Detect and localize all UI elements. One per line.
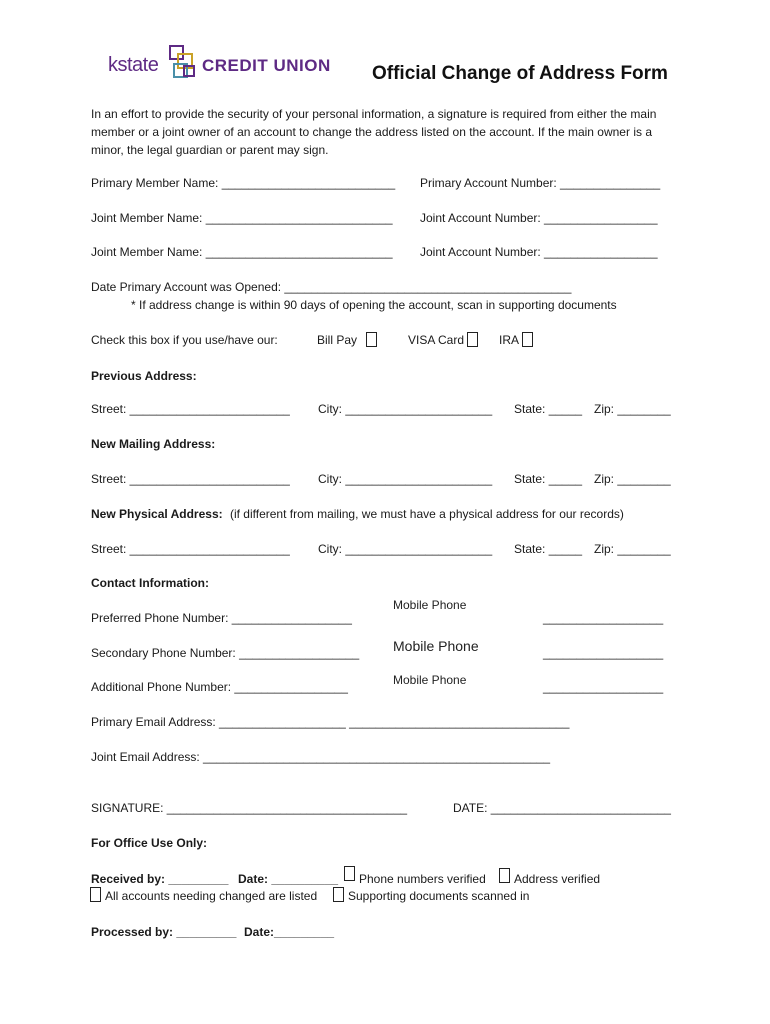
- address-verified-checkbox[interactable]: [499, 868, 510, 883]
- mailing-zip-field[interactable]: Zip: ________: [594, 472, 671, 486]
- joint-member-name-field-2[interactable]: Joint Member Name: ____________________________: [91, 245, 393, 259]
- physical-street-field[interactable]: Street: ________________________: [91, 542, 290, 556]
- visa-card-checkbox[interactable]: [467, 332, 478, 347]
- secondary-phone-type[interactable]: Mobile Phone: [393, 638, 479, 654]
- joint-account-number-field-1[interactable]: Joint Account Number: _________________: [420, 211, 658, 225]
- additional-phone-type[interactable]: Mobile Phone: [393, 673, 467, 687]
- preferred-phone-extra-field[interactable]: __________________: [543, 611, 664, 625]
- signature-date-field[interactable]: DATE: ___________________________: [453, 801, 671, 815]
- ira-checkbox[interactable]: [522, 332, 533, 347]
- bill-pay-label: Bill Pay: [317, 333, 358, 347]
- primary-account-number-field[interactable]: Primary Account Number: _______________: [420, 176, 661, 190]
- phone-verified-label: Phone numbers verified: [359, 872, 486, 886]
- docs-scanned-label: Supporting documents scanned in: [348, 889, 530, 903]
- physical-address-note: (if different from mailing, we must have a physical address for our records): [229, 507, 624, 521]
- primary-email-field[interactable]: Primary Email Address: ___________________ _________________________________: [91, 715, 570, 729]
- kstate-logo: [108, 44, 340, 84]
- received-by-field[interactable]: Received by: _________: [91, 872, 229, 886]
- physical-zip-field[interactable]: Zip: ________: [594, 542, 671, 556]
- physical-state-field[interactable]: State: _____: [514, 542, 583, 556]
- phone-verified-checkbox[interactable]: [344, 866, 355, 881]
- received-date-field[interactable]: Date: __________: [238, 872, 339, 886]
- previous-address-heading: Previous Address:: [91, 369, 197, 383]
- date-opened-field[interactable]: Date Primary Account was Opened: ___________________________________________: [91, 280, 572, 294]
- address-verified-label: Address verified: [514, 872, 601, 886]
- physical-address-heading: New Physical Address:: [91, 507, 223, 521]
- ira-label: IRA: [499, 333, 520, 347]
- additional-phone-field[interactable]: Additional Phone Number: _________________: [91, 680, 348, 694]
- joint-email-field[interactable]: Joint Email Address: ____________________________________________________: [91, 750, 551, 764]
- mailing-street-field[interactable]: Street: ________________________: [91, 472, 290, 486]
- physical-address-heading-row: [91, 507, 624, 521]
- accounts-listed-label: All accounts needing changed are listed: [105, 889, 318, 903]
- previous-city-field[interactable]: City: ______________________: [318, 402, 493, 416]
- mailing-state-field[interactable]: State: _____: [514, 472, 583, 486]
- accounts-listed-checkbox[interactable]: [90, 887, 101, 902]
- logo-name: CREDIT UNION: [202, 56, 331, 75]
- contact-heading: Contact Information:: [91, 576, 209, 590]
- previous-zip-field[interactable]: Zip: ________: [594, 402, 671, 416]
- joint-account-number-field-2[interactable]: Joint Account Number: _________________: [420, 245, 658, 259]
- joint-member-name-field-1[interactable]: Joint Member Name: ____________________________: [91, 211, 393, 225]
- logo-brand: kstate: [108, 54, 159, 76]
- previous-state-field[interactable]: State: _____: [514, 402, 583, 416]
- primary-member-name-field[interactable]: Primary Member Name: __________________________: [91, 176, 396, 190]
- secondary-phone-field[interactable]: Secondary Phone Number: __________________: [91, 646, 360, 660]
- office-use-heading: For Office Use Only:: [91, 836, 208, 850]
- date-opened-note: * If address change is within 90 days of opening the account, scan in supporting documents: [131, 298, 617, 312]
- signature-field[interactable]: SIGNATURE: ____________________________________: [91, 801, 408, 815]
- secondary-phone-extra-field[interactable]: __________________: [543, 646, 664, 660]
- check-label: Check this box if you use/have our:: [91, 333, 278, 347]
- page-title: Official Change of Address Form: [372, 63, 668, 84]
- processed-by-field[interactable]: Processed by: _________: [91, 925, 237, 939]
- additional-phone-extra-field[interactable]: __________________: [543, 680, 664, 694]
- preferred-phone-field[interactable]: Preferred Phone Number: __________________: [91, 611, 352, 625]
- preferred-phone-type[interactable]: Mobile Phone: [393, 598, 467, 612]
- mailing-address-heading: New Mailing Address:: [91, 437, 216, 451]
- bill-pay-checkbox[interactable]: [366, 332, 377, 347]
- logo-mark-icon: [168, 44, 198, 82]
- physical-city-field[interactable]: City: ______________________: [318, 542, 493, 556]
- visa-card-label: VISA Card: [408, 333, 465, 347]
- processed-date-field[interactable]: Date:_________: [244, 925, 335, 939]
- previous-street-field[interactable]: Street: ________________________: [91, 402, 290, 416]
- docs-scanned-checkbox[interactable]: [333, 887, 344, 902]
- intro-text: In an effort to provide the security of your personal information, a signature is required from either the main member or a joint owner of an account to change the address listed on the account. If the main owner is a minor, the legal guardian or parent may sign.: [91, 107, 657, 157]
- mailing-city-field[interactable]: City: ______________________: [318, 472, 493, 486]
